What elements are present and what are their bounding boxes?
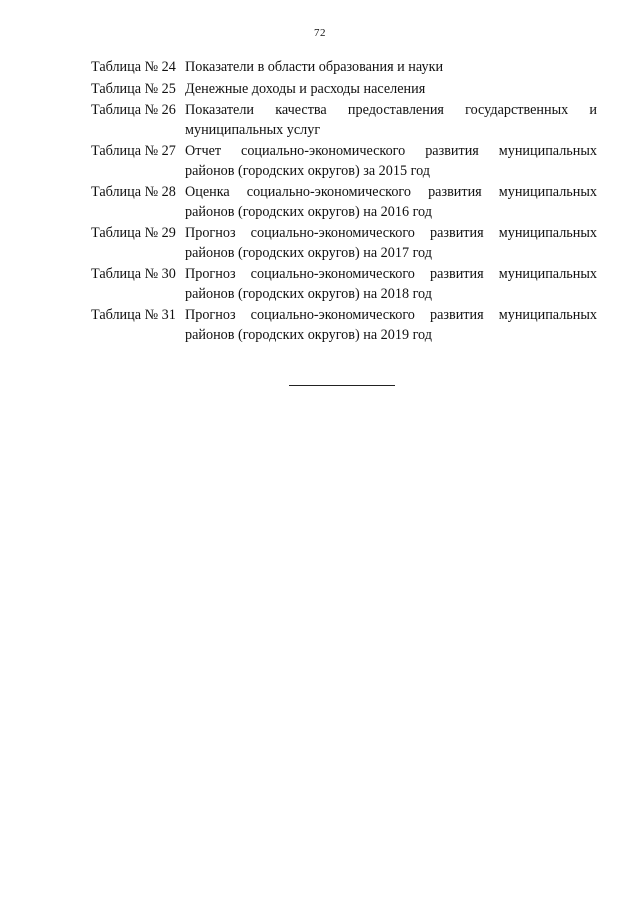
table-title: Показатели качества предоставления государственных и муниципальных услуг [185, 102, 597, 138]
end-of-list-divider [289, 385, 395, 386]
table-title: Отчет социально-экономического развития муниципальных районов (городских округов) за 2015 год [185, 143, 597, 179]
table-number-label: Таблица № 31 [91, 307, 176, 323]
table-number-label: Таблица № 27 [91, 143, 176, 159]
table-title: Денежные доходы и расходы населения [185, 80, 426, 97]
table-number-label: Таблица № 28 [91, 184, 176, 200]
page-number: 72 [314, 27, 326, 39]
list-item [91, 58, 597, 78]
table-number-label: Таблица № 24 [91, 59, 176, 75]
table-number-label: Таблица № 25 [91, 80, 176, 97]
table-title: Прогноз социально-экономического развития муниципальных районов (городских округов) на 2019 год [185, 307, 597, 343]
table-list [91, 58, 597, 347]
list-item [91, 80, 597, 100]
list-item [91, 306, 597, 345]
table-number-label: Таблица № 29 [91, 225, 176, 241]
table-title: Прогноз социально-экономического развития муниципальных районов (городских округов) на 2018 год [185, 266, 597, 302]
table-title: Показатели в области образования и науки [185, 59, 444, 75]
list-item [91, 224, 597, 263]
table-number-label: Таблица № 26 [91, 102, 176, 118]
list-item [91, 265, 597, 304]
table-title: Оценка социально-экономического развития муниципальных районов (городских округов) на 2016 год [185, 184, 597, 220]
table-title: Прогноз социально-экономического развития муниципальных районов (городских округов) на 2017 год [185, 225, 597, 261]
list-item [91, 142, 597, 181]
list-item [91, 183, 597, 222]
table-number-label: Таблица № 30 [91, 266, 176, 282]
list-item [91, 101, 597, 140]
